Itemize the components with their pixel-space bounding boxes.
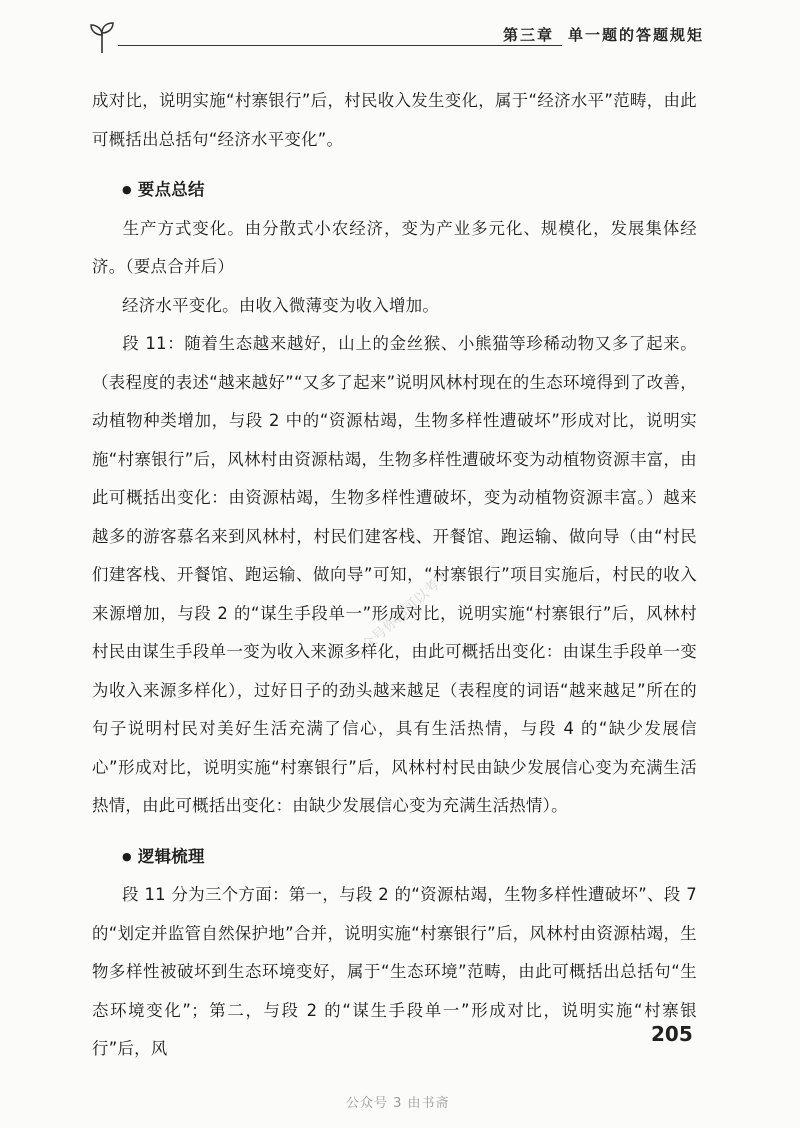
footer-watermark: 公众号 3 由书斋	[346, 1096, 450, 1111]
page-number: 205	[651, 1022, 693, 1046]
page-header	[88, 18, 704, 58]
chapter-label: 第三章	[502, 26, 554, 44]
header-title	[489, 24, 704, 45]
page-body	[92, 82, 697, 1069]
paragraph-2: 生产方式变化。由分散式小农经济，变为产业多元化、规模化，发展集体经济。（要点合并后）	[92, 218, 697, 276]
header-rule	[118, 45, 562, 46]
paragraph-3: 经济水平变化。由收入微薄变为收入增加。	[122, 295, 440, 315]
paragraph-4: 段 11：随着生态越来越好，山上的金丝猴、小熊猫等珍稀动物又多了起来。（表程度的表述“越来越好”“又多了起来”说明风林村现在的生态环境得到了改善，动植物种类增加，与段 2 中的“资源枯竭，生物多样性遭破坏”形成对比，说明实施“村寨银行”后，风林村由资源枯竭，生物多样性遭破坏变为动植物资源丰富，由此可概括出变化：由资源枯竭，生物多样性遭破坏，变为动植物资源丰富。）越来越多的游客慕名来到风林村，村民们建客栈、开餐馆、跑运输、做向导（由“村民们建客栈、开餐馆、跑运输、做向导”可知，“村寨银行”项目实施后，村民的收入来源增加，与段 2 的“谋生手段单一”形成对比，说明实施“村寨银行”后，风林村村民由谋生手段单一变为收入来源多样化，由此可概括出变化：由谋生手段单一变为收入来源多样化），过好日子的劲头越来越足（表程度的词语“越来越足”所在的句子说明村民对美好生活充满了信心，具有生活热情，与段 4 的“缺少发展信心”形成对比，说明实施“村寨银行”后，风林村村民由缺少发展信心变为充满生活热情，由此可概括出变化：由缺少发展信心变为充满生活热情）。	[92, 334, 697, 815]
bullet-heading-summary: ● 要点总结	[92, 171, 697, 210]
paragraph-1: 成对比，说明实施“村寨银行”后，村民收入发生变化，属于“经济水平”范畴，由此可概括出总括句“经济水平变化”。	[92, 91, 697, 149]
watermark: 公众号你都可以考上	[348, 567, 454, 664]
sprout-icon	[88, 20, 116, 54]
bullet-heading-logic: ● 逻辑梳理	[92, 838, 697, 877]
chapter-title: 单一题的答题规矩	[567, 26, 704, 44]
paragraph-5: 段 11 分为三个方面：第一，与段 2 的“资源枯竭，生物多样性遭破坏”、段 7 的“划定并监管自然保护地”合并，说明实施“村寨银行”后，风林村由资源枯竭，生物多样性被破坏到生态环境变好，属于“生态环境”范畴，由此可概括出总括句“生态环境变化”；第二，与段 2 的“谋生手段单一”形成对比，说明实施“村寨银行”后，风	[92, 885, 697, 1058]
